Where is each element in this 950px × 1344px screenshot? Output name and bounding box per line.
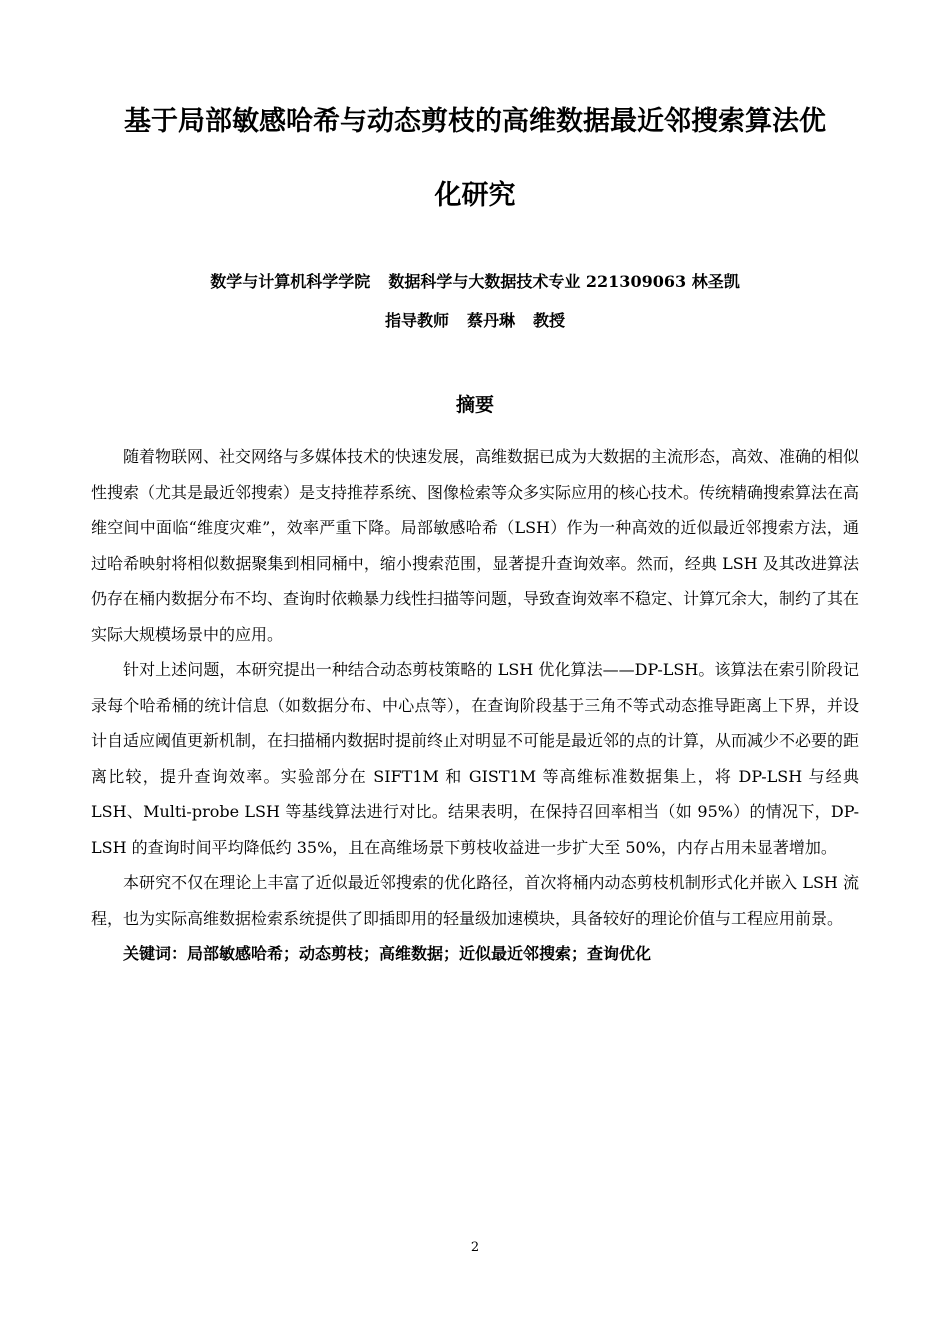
paper-title-line-1: 基于局部敏感哈希与动态剪枝的高维数据最近邻搜索算法优: [124, 106, 826, 137]
author-info: [90, 271, 860, 293]
keywords: 关键词：局部敏感哈希；动态剪枝；高维数据；近似最近邻搜索；查询优化: [123, 944, 652, 963]
page-number: 2: [470, 1240, 480, 1255]
abstract-paragraph-1: 随着物联网、社交网络与多媒体技术的快速发展，高维数据已成为大数据的主流形态，高效、准确的相似性搜索（尤其是最近邻搜索）是支持推荐系统、图像检索等众多实际应用的核心技术。传统精确搜索算法在高维空间中面临“维度灾难”，效率严重下降。局部敏感哈希（LSH）作为一种高效的近似最近邻搜索方法，通过哈希映射将相似数据聚集到相同桶中，缩小搜索范围，显著提升查询效率。然而，经典 LSH 及其改进算法仍存在桶内数据分布不均、查询时依赖暴力线性扫描等问题，导致查询效率不稳定、计算冗余大，制约了其在实际大规模场景中的应用。: [91, 447, 860, 644]
abstract-paragraph-3: 本研究不仅在理论上丰富了近似最近邻搜索的优化路径，首次将桶内动态剪枝机制形式化并嵌入 LSH 流程，也为实际高维数据检索系统提供了即插即用的轻量级加速模块，具备较好的理论价值与工程应用前景。: [91, 873, 859, 928]
advisor-title: 教授: [533, 311, 566, 330]
advisor-label: 指导教师: [384, 311, 449, 330]
advisor-name: 蔡丹琳: [466, 311, 515, 330]
author-school: 数学与计算机科学学院: [210, 272, 371, 291]
abstract-body: [91, 439, 859, 972]
author-major: 数据科学与大数据技术专业: [388, 272, 581, 291]
author-student-id: 221309063: [585, 272, 687, 291]
abstract-heading: 摘要: [455, 394, 494, 416]
paper-title-line-2: 化研究: [434, 180, 516, 211]
advisor-info: [90, 310, 860, 332]
abstract-paragraph-2: 针对上述问题，本研究提出一种结合动态剪枝策略的 LSH 优化算法——DP-LSH。该算法在索引阶段记录每个哈希桶的统计信息（如数据分布、中心点等），在查询阶段基于三角不等式动态推导距离上下界，并设计自适应阈值更新机制，在扫描桶内数据时提前终止对明显不可能是最近邻的点的计算，从而减少不必要的距离比较，提升查询效率。实验部分在 SIFT1M 和 GIST1M 等高维标准数据集上，将 DP-LSH 与经典 LSH、Multi-probe LSH 等基线算法进行对比。结果表明，在保持召回率相当（如 95%）的情况下，DP-LSH 的查询时间平均降低约 35%，且在高维场景下剪枝收益进一步扩大至 50%，内存占用未显著增加。: [91, 660, 860, 857]
author-name: 林圣凯: [691, 272, 740, 291]
